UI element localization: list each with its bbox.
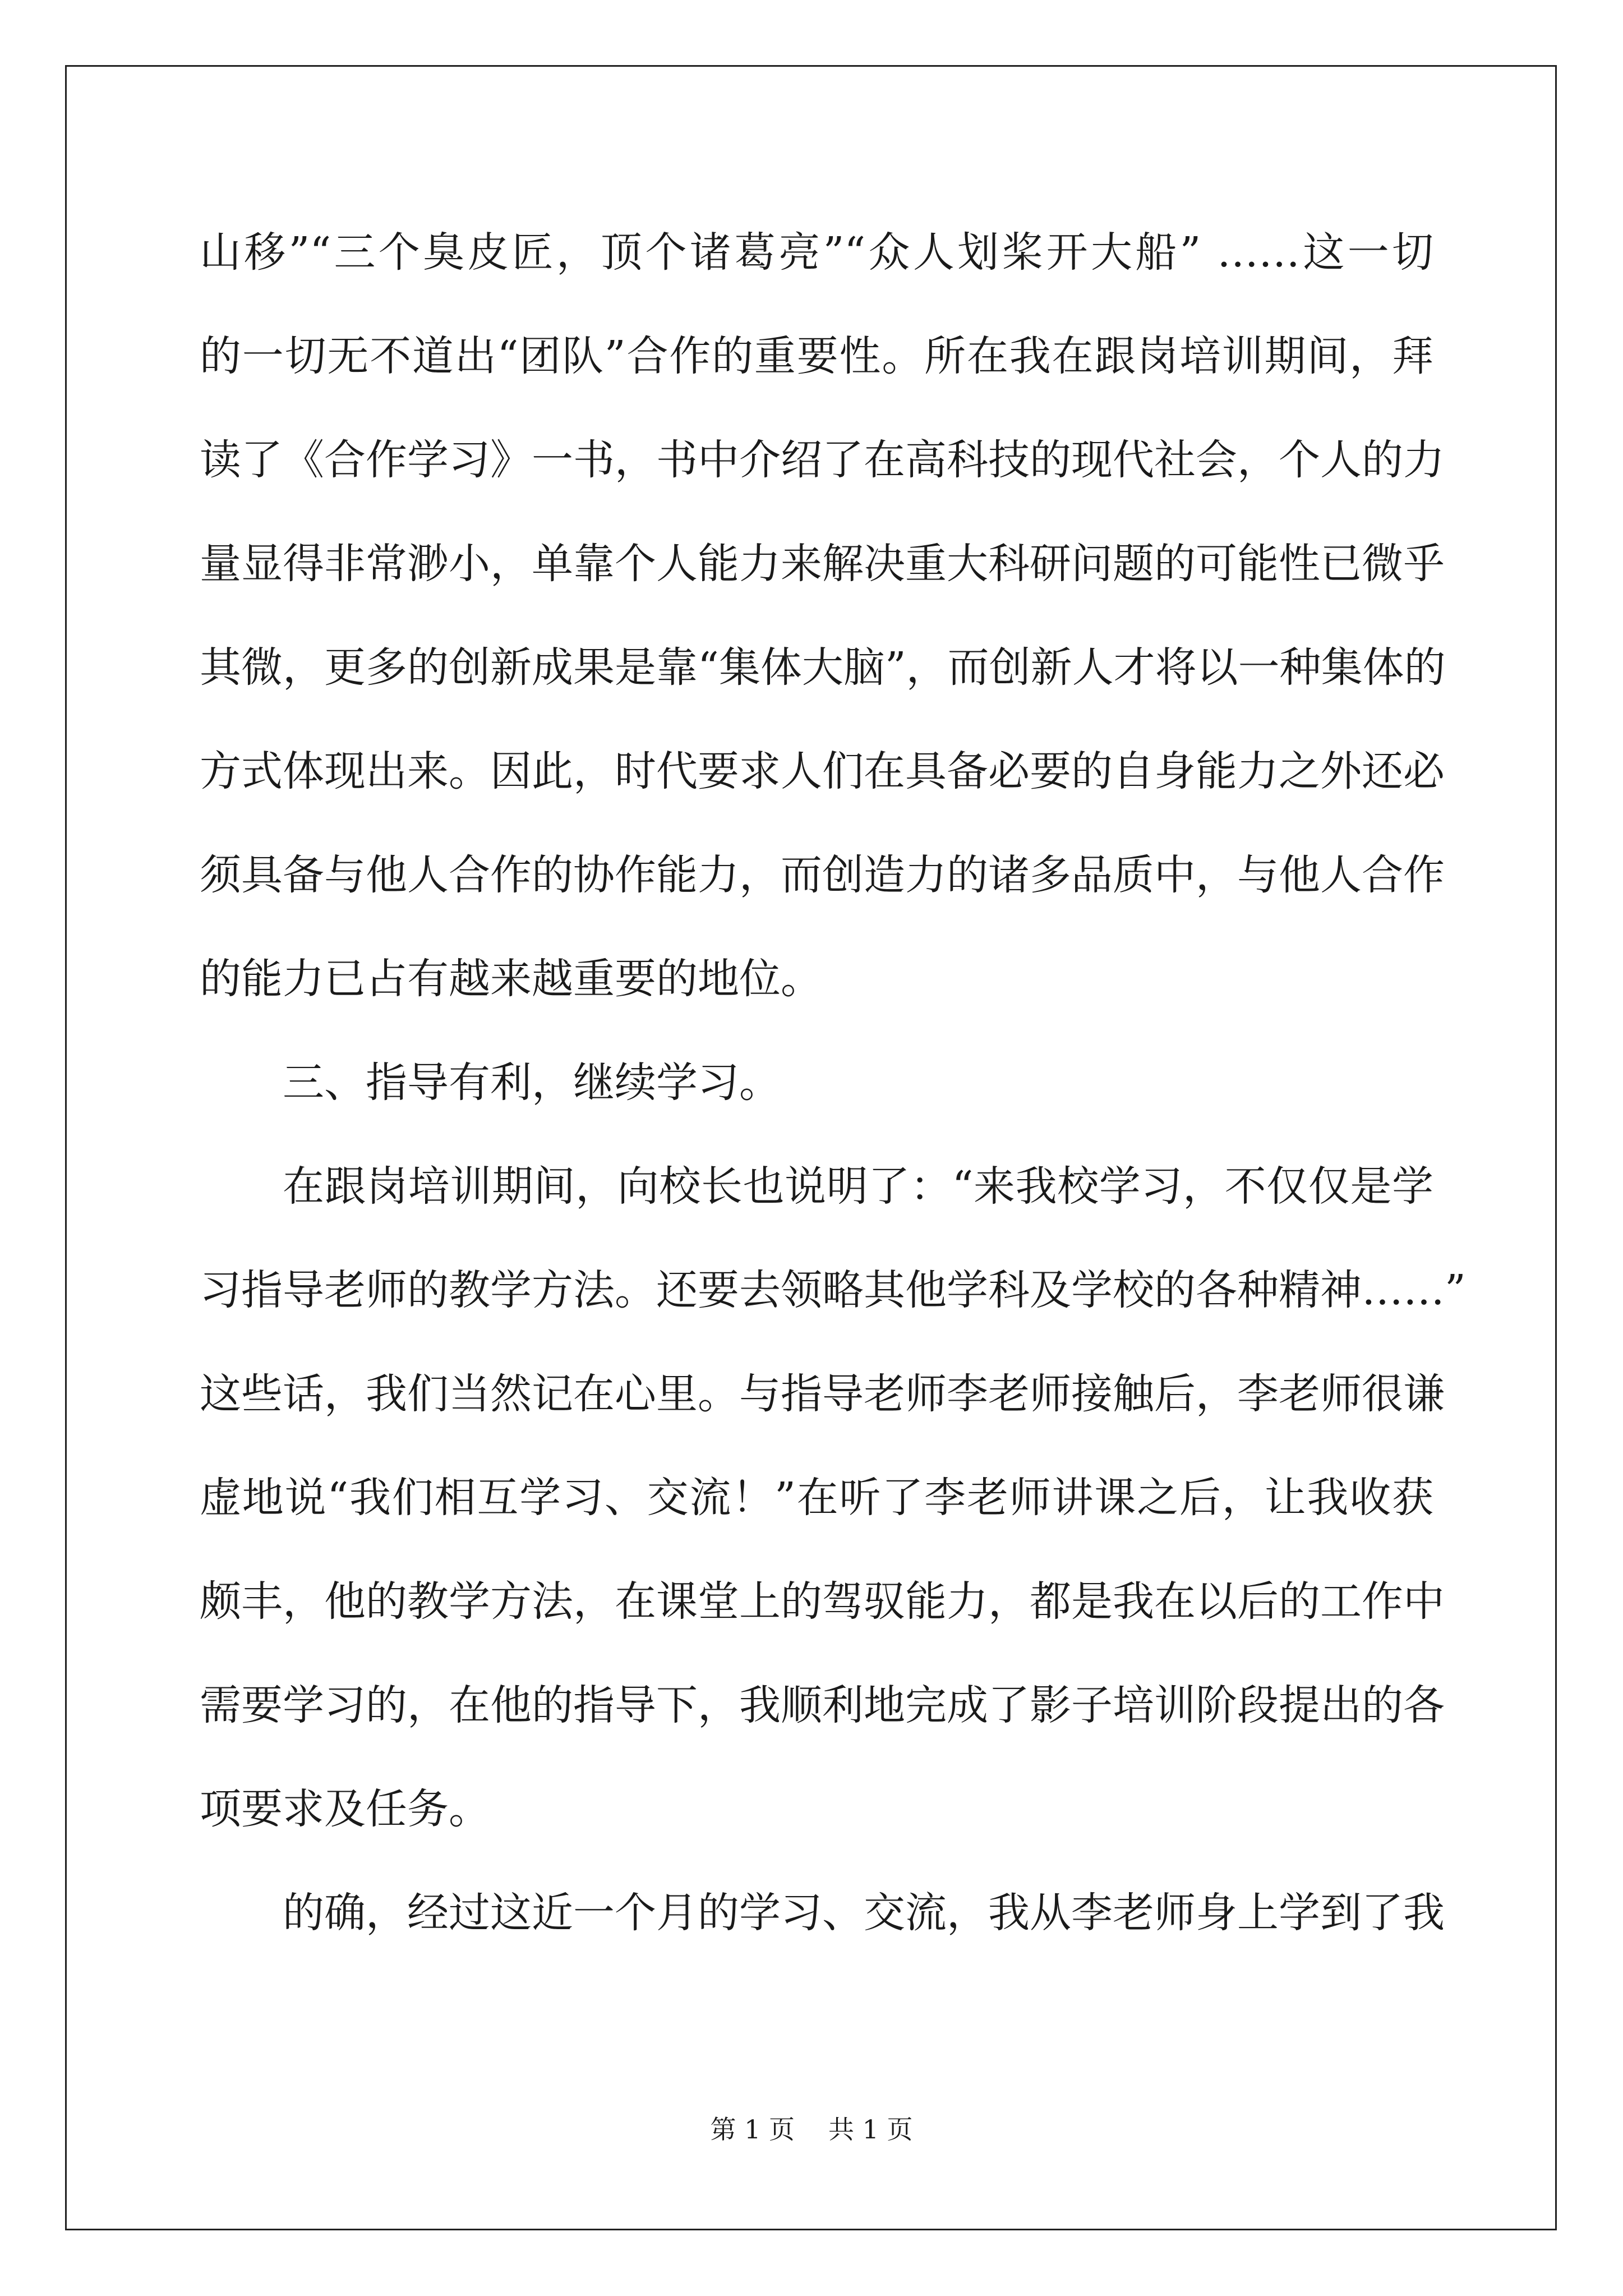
text-line: 项要求及任务。 [200,1785,490,1833]
text-line: 的一切无不道出“团队”合作的重要性。所在我在跟岗培训期间，拜 [200,332,1433,380]
text-line: 在跟岗培训期间，向校长也说明了：“来我校学习，不仅仅是学 [283,1162,1433,1211]
text-line: 虚地说“我们相互学习、交流！”在听了李老师讲课之后，让我收获 [200,1474,1433,1522]
text-line: 这些话，我们当然记在心里。与指导老师李老师接触后，李老师很谦 [200,1370,1445,1418]
text-line: 量显得非常渺小，单靠个人能力来解决重大科研问题的可能性已微乎 [200,540,1445,588]
text-line: 的确，经过这近一个月的学习、交流，我从李老师身上学到了我 [283,1889,1445,1937]
text-line: 读了《合作学习》一书，书中介绍了在高科技的现代社会，个人的力 [200,436,1445,484]
section-heading: 三、指导有利，继续学习。 [283,1059,781,1107]
text-line: 习指导老师的教学方法。还要去领略其他学科及学校的各种精神……” [200,1266,1466,1314]
text-line: 颇丰，他的教学方法，在课堂上的驾驭能力，都是我在以后的工作中 [200,1577,1445,1626]
text-line: 山移”“三个臭皮匠，顶个诸葛亮”“众人划桨开大船” ……这一切 [200,228,1433,277]
text-line: 须具备与他人合作的协作能力，而创造力的诸多品质中，与他人合作 [200,851,1445,899]
text-line: 方式体现出来。因此，时代要求人们在具备必要的自身能力之外还必 [200,747,1445,795]
text-line: 需要学习的，在他的指导下，我顺利地完成了影子培训阶段提出的各 [200,1681,1445,1729]
text-line: 其微，更多的创新成果是靠“集体大脑”，而创新人才将以一种集体的 [200,643,1446,692]
text-line: 的能力已占有越来越重要的地位。 [200,955,822,1003]
page-footer [0,2113,1623,2146]
page-number: 第 1 页 [710,2114,795,2145]
page-total: 共 1 页 [828,2114,913,2145]
